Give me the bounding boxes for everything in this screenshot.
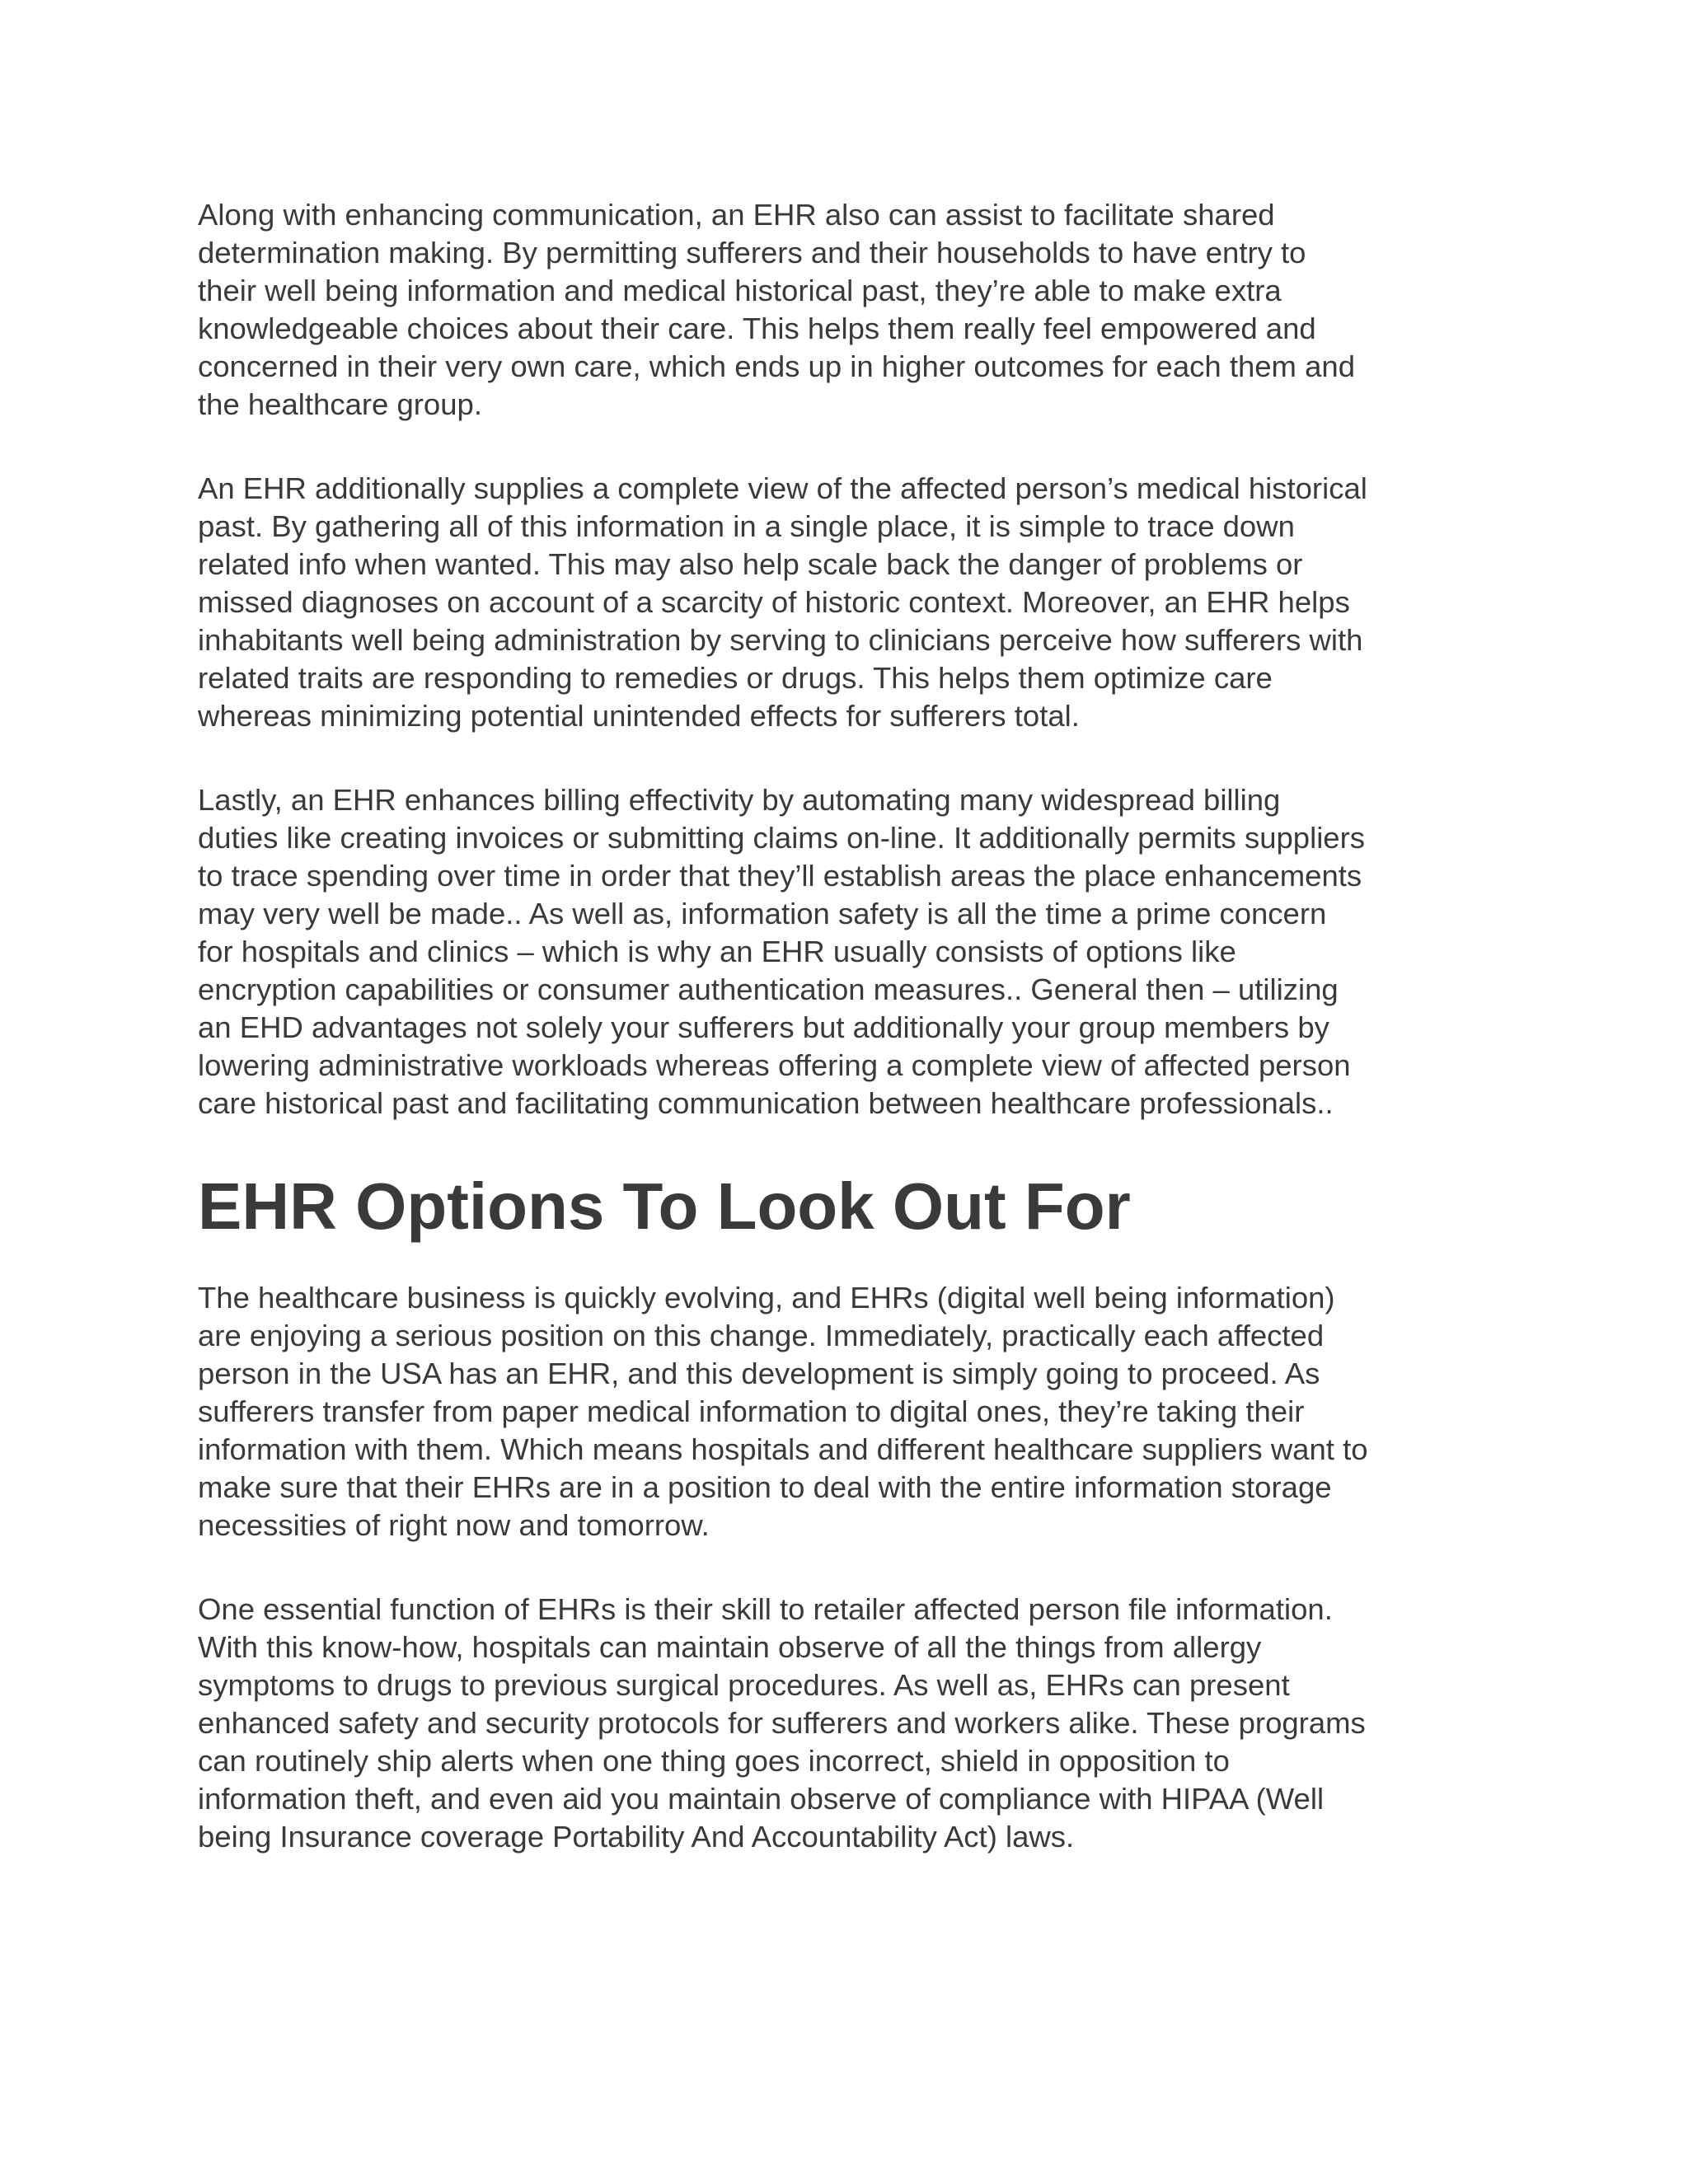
paragraph-billing-efficiency: Lastly, an EHR enhances billing effectivity by automating many widespread billing duties like creating invoices or submitting claims on-line. It additionally permits suppliers to trace spending over time in order that they’ll establish areas the place enhancements may very well be made.. As well as, information safety is all the time a prime concern for hospitals and clinics – which is why an EHR usually consists of options like encryption capabilities or consumer authentication measures.. General then – utilizing an EHD advantages not solely your sufferers but additionally your group members by lowering administrative workloads whereas offering a complete view of affected person care historical past and facilitating communication between healthcare professionals.. <box>198 783 1366 1120</box>
paragraph-medical-history-view: An EHR additionally supplies a complete view of the affected person’s medical historical past. By gathering all of this information in a single place, it is simple to trace down related info when wanted. This may also help scale back the danger of problems or missed diagnoses on account of a scarcity of historic context. Moreover, an EHR helps inhabitants well being administration by serving to clinicians perceive how sufferers with related traits are responding to remedies or drugs. This helps them optimize care whereas minimizing potential unintended effects for sufferers total. <box>198 471 1367 733</box>
document-body <box>198 196 1504 1902</box>
paragraph-healthcare-evolving: The healthcare business is quickly evolving, and EHRs (digital well being information) are enjoying a serious position on this change. Immediately, practically each affected person in the USA has an EHR, and this development is simply going to proceed. As sufferers transfer from paper medical information to digital ones, they’re taking their information with them. Which means hospitals and different healthcare suppliers want to make sure that their EHRs are in a position to deal with the entire information storage necessities of right now and tomorrow. <box>198 1281 1368 1542</box>
paragraph-record-storage: One essential function of EHRs is their skill to retailer affected person file information. With this know-how, hospitals can maintain observe of all the things from allergy symptoms to drugs to previous surgical procedures. As well as, EHRs can present enhanced safety and security protocols for sufferers and workers alike. These programs can routinely ship alerts when one thing goes incorrect, shield in opposition to information theft, and even aid you maintain observe of compliance with HIPAA (Well being Insurance coverage Portability And Accountability Act) laws. <box>198 1592 1366 1854</box>
section-heading: EHR Options To Look Out For <box>198 1169 1131 1243</box>
paragraph-shared-decision-making: Along with enhancing communication, an EHR also can assist to facilitate shared determination making. By permitting sufferers and their households to have entry to their well being information and medical historical past, they’re able to make extra knowledgeable choices about their care. This helps them really feel empowered and concerned in their very own care, which ends up in higher outcomes for each them and the healthcare group. <box>198 198 1356 421</box>
